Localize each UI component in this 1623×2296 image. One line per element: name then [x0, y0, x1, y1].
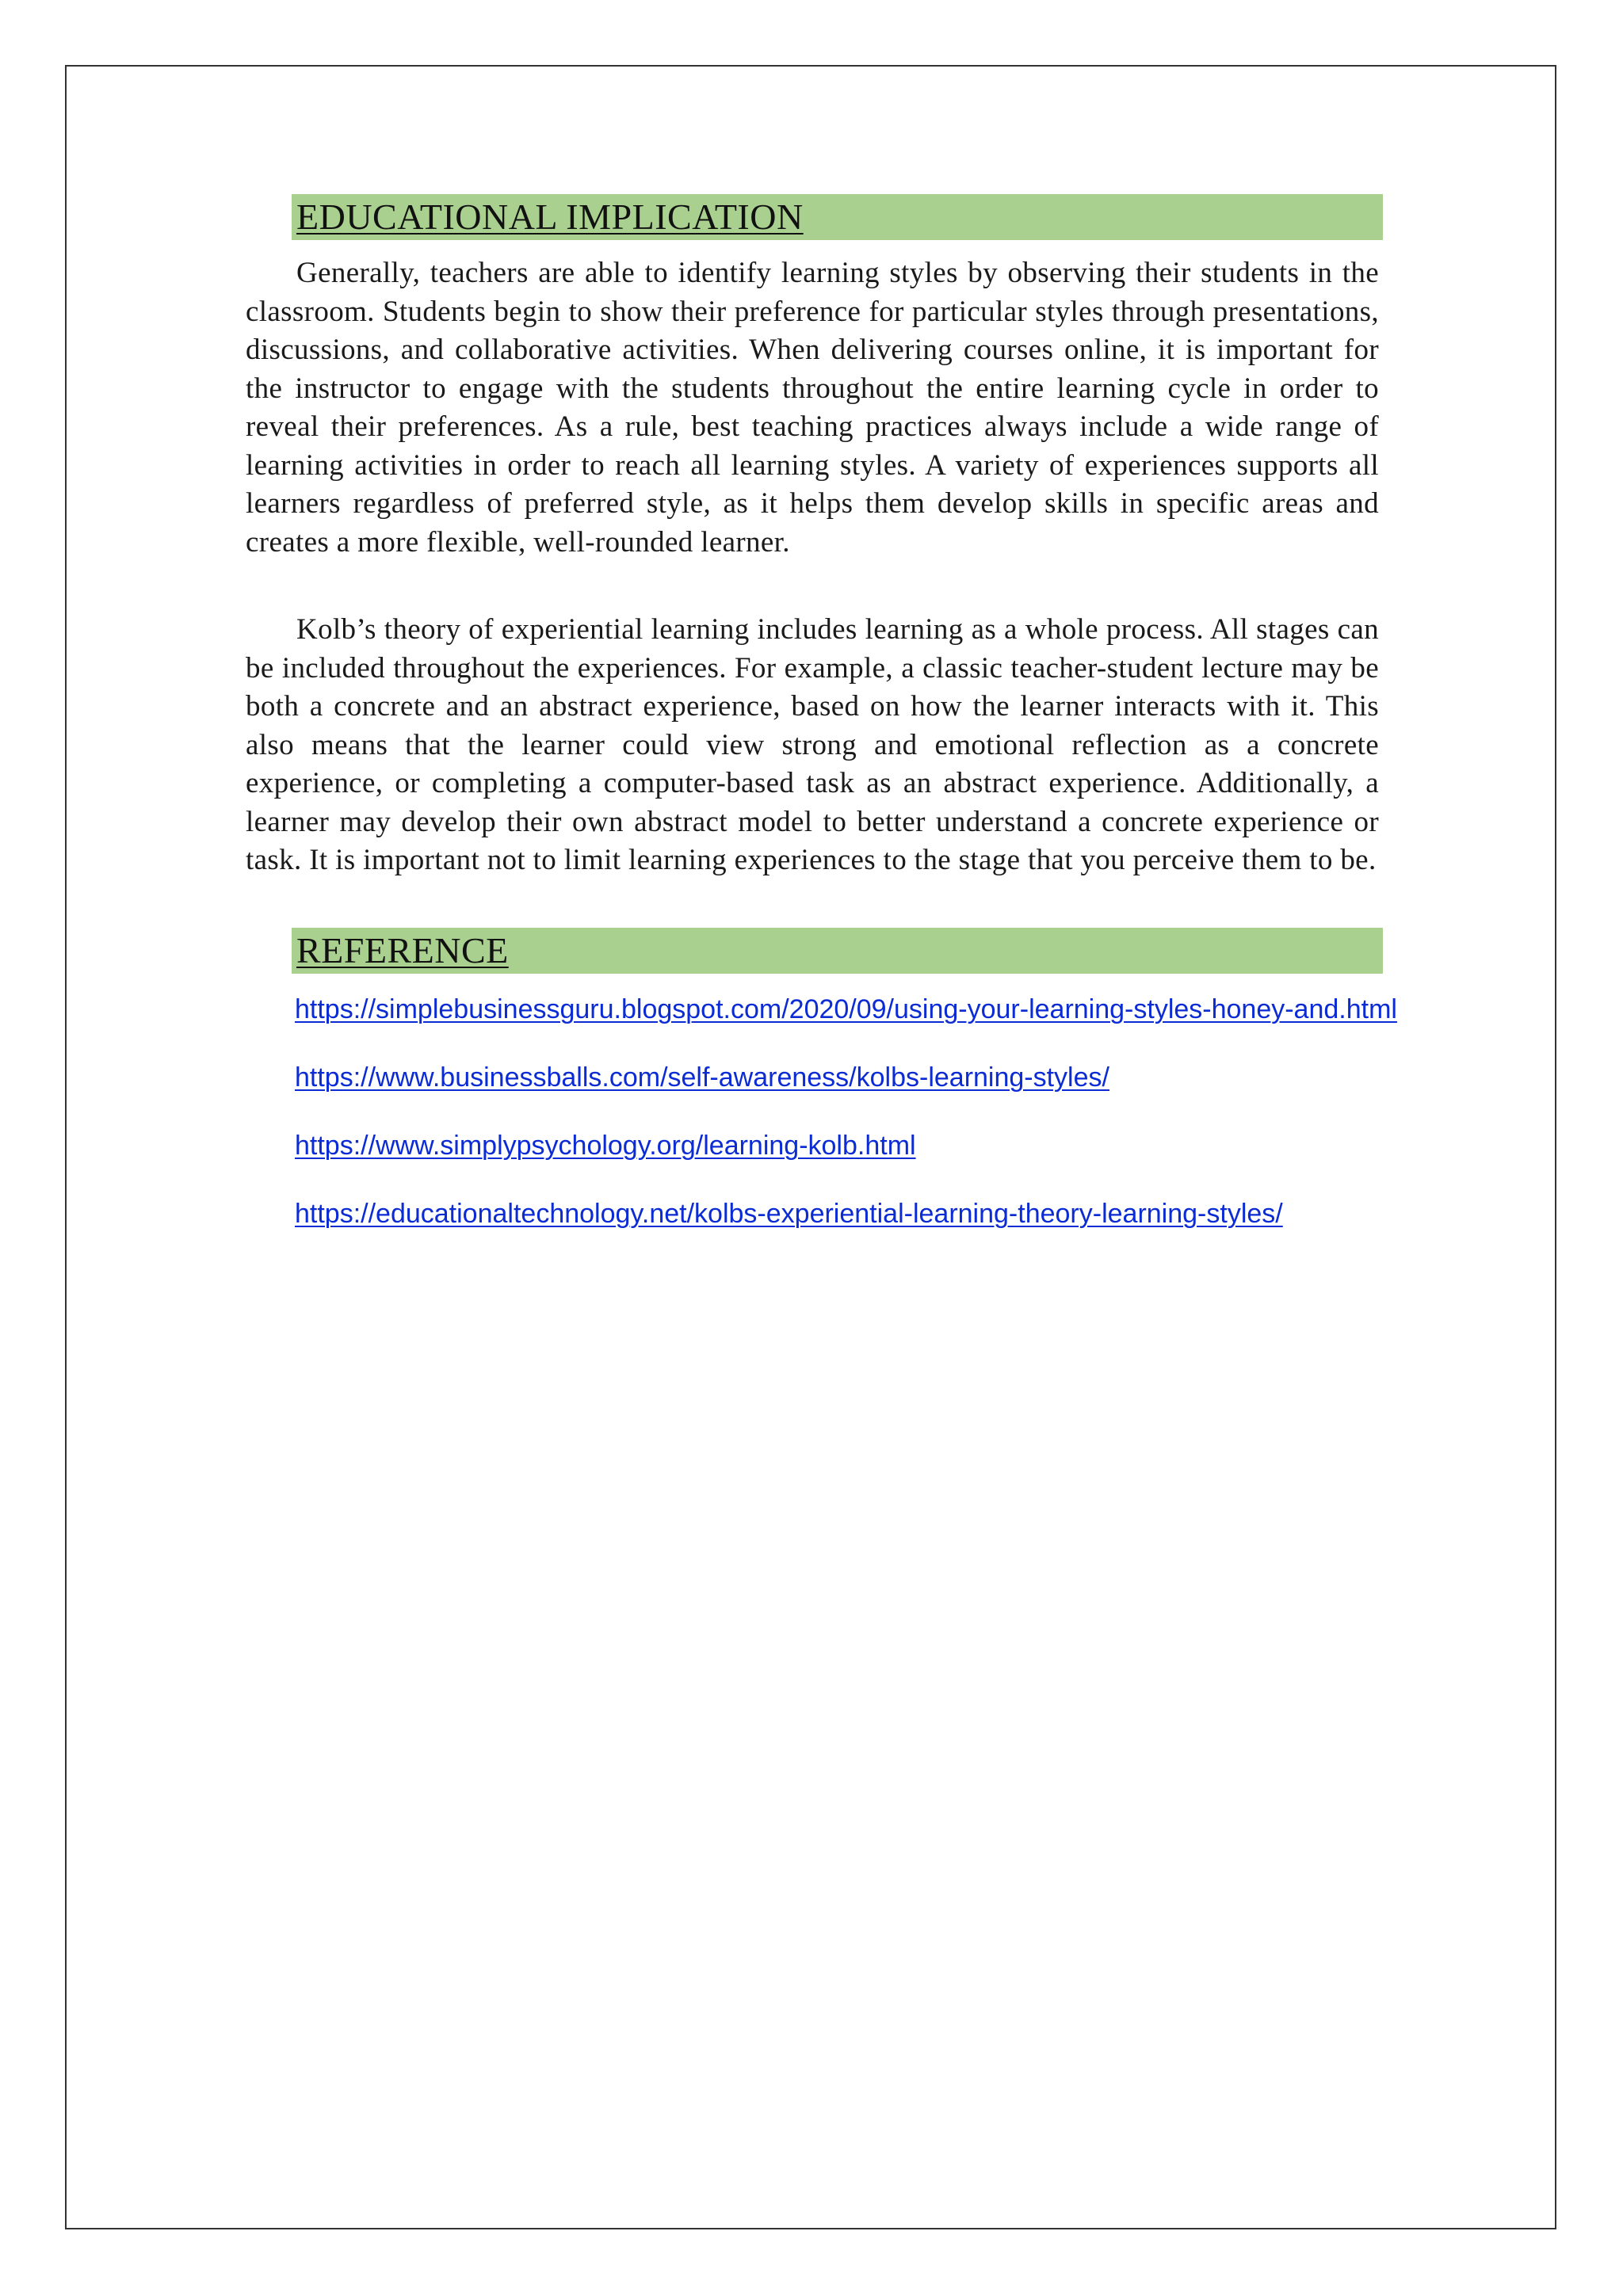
- reference-item: [295, 1196, 1419, 1233]
- reference-list: [246, 991, 1397, 1233]
- reference-link-businessballs[interactable]: https://www.businessballs.com/self-awareness/kolbs-learning-styles/: [295, 1062, 1109, 1093]
- document-body: [246, 194, 1397, 1264]
- reference-heading: REFERENCE: [292, 928, 1383, 974]
- reference-link-simplypsychology[interactable]: https://www.simplypsychology.org/learning-kolb.html: [295, 1130, 916, 1161]
- reference-link-educationaltechnology[interactable]: https://educationaltechnology.net/kolbs-experiential-learning-theory-learning-styles/: [295, 1198, 1283, 1229]
- reference-item: [295, 991, 1419, 1028]
- reference-item: [295, 1127, 1419, 1165]
- implication-paragraph-2: Kolb’s theory of experiential learning includes learning as a whole process. All stages can be included throughout the experiences. For example, a classic teacher-student lecture may be both a concrete and an abstract experience, based on how the learner interacts with it. This also means that the learner could view strong and emotional reflection as a concrete experience, or completing a computer-based task as an abstract experience. Additionally, a learner may develop their own abstract model to better understand a concrete experience or task. It is important not to limit learning experiences to the stage that you perceive them to be.: [246, 613, 1379, 876]
- reference-item: [295, 1059, 1419, 1097]
- educational-implication-heading: EDUCATIONAL IMPLICATION: [292, 194, 1383, 240]
- reference-link-simplebusinessguru[interactable]: https://simplebusinessguru.blogspot.com/2020/09/using-your-learning-styles-honey-and.html: [295, 994, 1397, 1024]
- implication-paragraph-1: Generally, teachers are able to identify learning styles by observing their students in the classroom. Students begin to show their preference for particular styles through presentations, discussions, and collaborative activities. When delivering courses online, it is important for the instructor to engage with the students throughout the entire learning cycle in order to reveal their preferences. As a rule, best teaching practices always include a wide range of learning activities in order to reach all learning styles. A variety of experiences supports all learners regardless of preferred style, as it helps them develop skills in specific areas and creates a more flexible, well-rounded learner.: [246, 257, 1379, 559]
